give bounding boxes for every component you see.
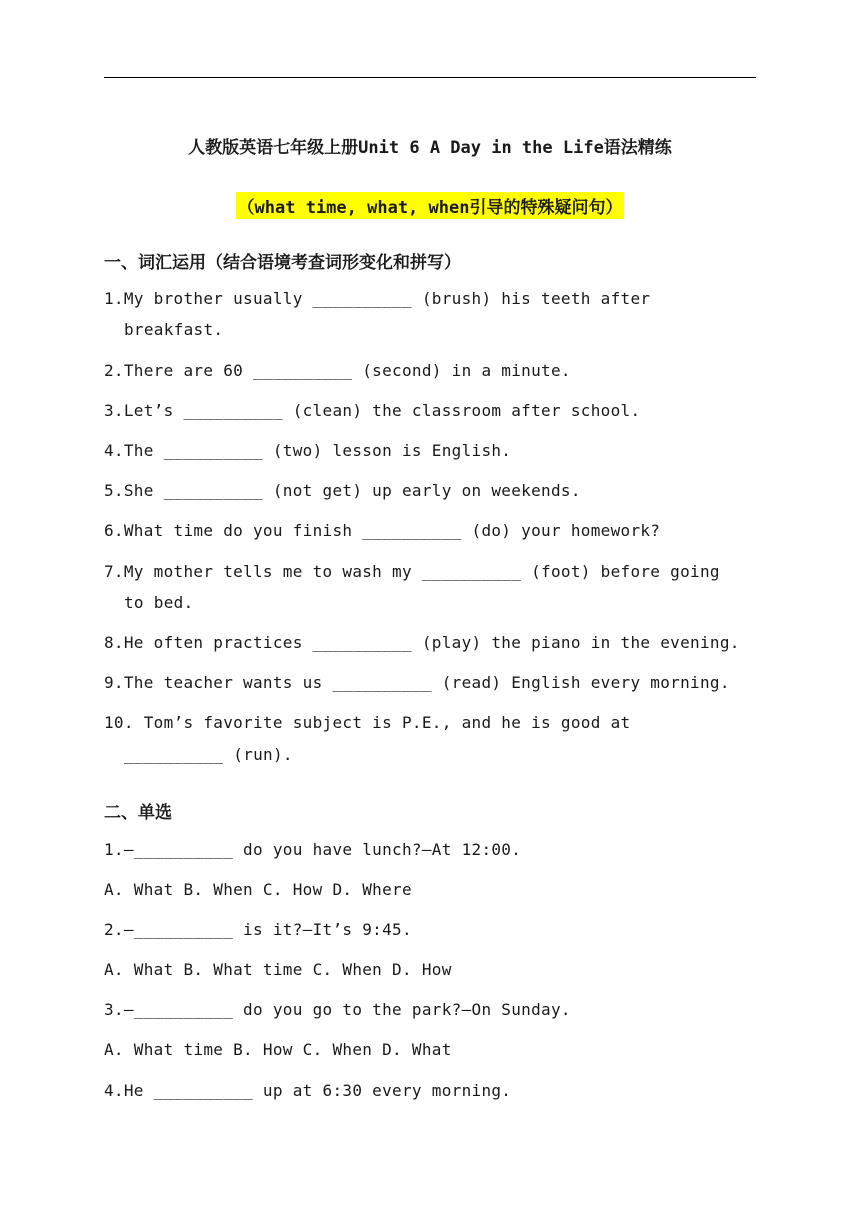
question-line: 2.There are 60 __________ (second) in a minute. bbox=[104, 361, 571, 380]
question-line-continuation: __________ (run). bbox=[124, 745, 293, 764]
section-heading-vocabulary: 一、词汇运用（结合语境考查词形变化和拼写） bbox=[104, 253, 461, 273]
question-line: 1.My brother usually __________ (brush) his teeth after bbox=[104, 289, 651, 308]
question-line-continuation: to bed. bbox=[124, 593, 194, 612]
question-line: 3.Let’s __________ (clean) the classroom after school. bbox=[104, 401, 641, 420]
question-line: 5.She __________ (not get) up early on weekends. bbox=[104, 481, 581, 500]
mc-question: 4.He __________ up at 6:30 every morning. bbox=[104, 1081, 512, 1100]
mc-options: A. What B. When C. How D. Where bbox=[104, 880, 412, 899]
header-rule bbox=[104, 77, 756, 78]
question-line: 7.My mother tells me to wash my __________ (foot) before going bbox=[104, 562, 720, 581]
mc-options: A. What B. What time C. When D. How bbox=[104, 960, 452, 979]
page-title: 人教版英语七年级上册Unit 6 A Day in the Life语法精练 bbox=[188, 138, 672, 158]
page-subtitle: （what time, what, when引导的特殊疑问句） bbox=[236, 192, 625, 219]
subtitle-container bbox=[0, 192, 860, 219]
question-line: 4.The __________ (two) lesson is English. bbox=[104, 441, 512, 460]
mc-question: 1.—__________ do you have lunch?—At 12:00. bbox=[104, 840, 522, 859]
mc-question: 2.—__________ is it?—It’s 9:45. bbox=[104, 920, 412, 939]
mc-options: A. What time B. How C. When D. What bbox=[104, 1040, 452, 1059]
mc-question: 3.—__________ do you go to the park?—On Sunday. bbox=[104, 1000, 571, 1019]
question-line: 10. Tom’s favorite subject is P.E., and he is good at bbox=[104, 713, 631, 732]
question-line-continuation: breakfast. bbox=[124, 320, 224, 339]
question-line: 6.What time do you finish __________ (do) your homework? bbox=[104, 521, 661, 540]
question-line: 8.He often practices __________ (play) the piano in the evening. bbox=[104, 633, 740, 652]
question-line: 9.The teacher wants us __________ (read) English every morning. bbox=[104, 673, 730, 692]
section-heading-single-choice: 二、单选 bbox=[104, 803, 172, 823]
